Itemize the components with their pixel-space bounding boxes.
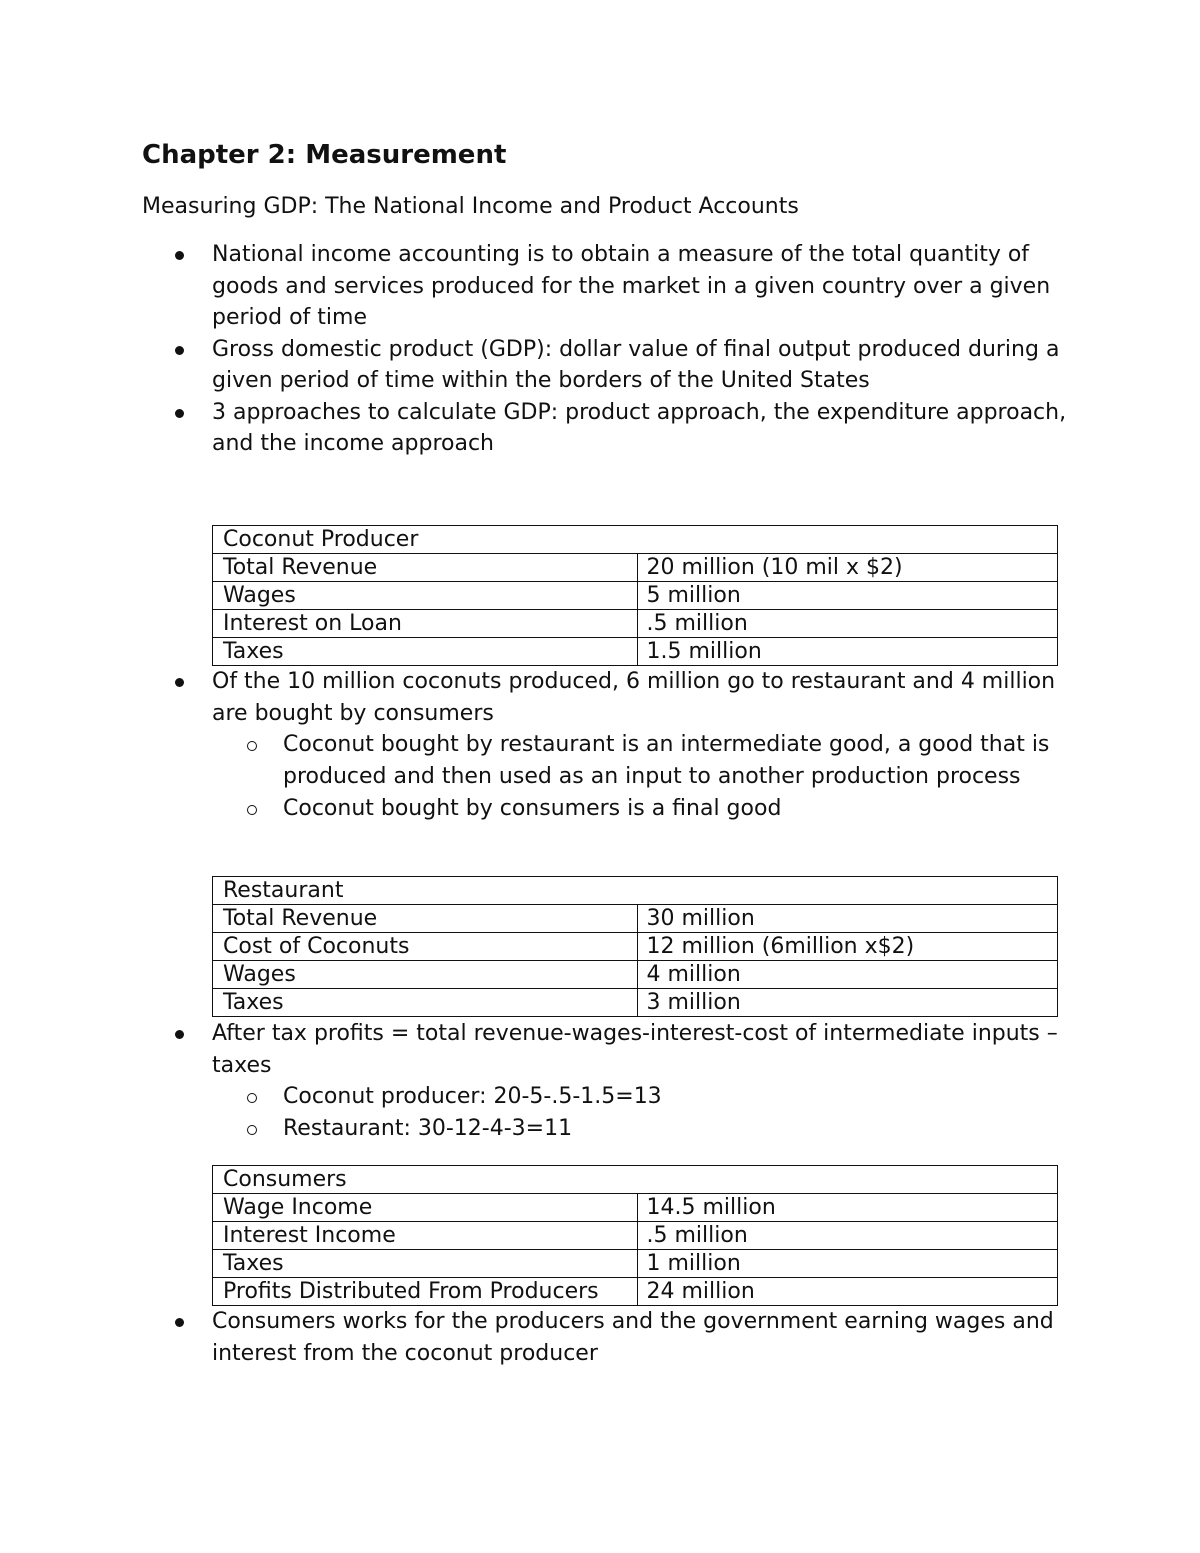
table-header-cell: Consumers [213, 1166, 1058, 1194]
table-header-cell: Restaurant [213, 877, 1058, 905]
table-cell-value: 4 million [637, 961, 1058, 989]
circle-bullet-icon [247, 1093, 257, 1103]
table-cell-value: 3 million [637, 989, 1058, 1017]
table-cell-label: Cost of Coconuts [213, 933, 638, 961]
list-item [0, 666, 1072, 729]
table-row [213, 905, 1058, 933]
table-cell-value: 30 million [637, 905, 1058, 933]
sub-list-item [0, 793, 1073, 825]
table-header-row [213, 877, 1058, 905]
table-cell-label: Taxes [213, 1250, 638, 1278]
section-heading: Measuring GDP: The National Income and Product Accounts [142, 194, 799, 219]
bullet-text: 3 approaches to calculate GDP: product approach, the expenditure approach, and the income approach [212, 399, 1067, 456]
circle-bullet-icon [247, 1125, 257, 1135]
table-cell-label: Interest Income [213, 1222, 638, 1250]
consumer-bullet-list [0, 1306, 1200, 1369]
list-item [0, 397, 1072, 460]
table-cell-label: Total Revenue [213, 905, 638, 933]
table-cell-label: Total Revenue [213, 554, 638, 582]
table-cell-value: 14.5 million [637, 1194, 1058, 1222]
table-cell-value: 5 million [637, 582, 1058, 610]
bullet-icon [175, 678, 184, 687]
table-row [213, 1222, 1058, 1250]
restaurant-table [212, 876, 1058, 1017]
table-row [213, 1194, 1058, 1222]
table-cell-value: .5 million [637, 1222, 1058, 1250]
bullet-icon [175, 1318, 184, 1327]
table-row [213, 554, 1058, 582]
table-header-cell: Coconut Producer [213, 526, 1058, 554]
table-cell-label: Wage Income [213, 1194, 638, 1222]
table-cell-value: 1.5 million [637, 638, 1058, 666]
list-item [0, 239, 1072, 334]
table-header-row [213, 1166, 1058, 1194]
table-cell-value: 24 million [637, 1278, 1058, 1306]
bullet-text: Of the 10 million coconuts produced, 6 million go to restaurant and 4 million are bought by consumers [212, 669, 1056, 726]
coconut-bullet-list [0, 666, 1200, 825]
bullet-icon [175, 251, 184, 260]
table-cell-value: .5 million [637, 610, 1058, 638]
table-header-row [213, 526, 1058, 554]
sub-bullet-text: Coconut producer: 20-5-.5-1.5=13 [283, 1084, 662, 1109]
list-item [0, 1018, 1072, 1081]
table-cell-label: Taxes [213, 989, 638, 1017]
coconut-producer-table [212, 525, 1058, 666]
sub-list-item [0, 1081, 1073, 1113]
table-row [213, 989, 1058, 1017]
page-title: Chapter 2: Measurement [142, 140, 507, 170]
bullet-text: Gross domestic product (GDP): dollar value of final output produced during a given period of time within the borders of the United States [212, 336, 1060, 393]
bullet-icon [175, 1030, 184, 1039]
table-row [213, 1278, 1058, 1306]
table-row [213, 638, 1058, 666]
bullet-text: Consumers works for the producers and the government earning wages and interest from the coconut producer [212, 1309, 1054, 1366]
table-cell-label: Wages [213, 582, 638, 610]
bullet-icon [175, 409, 184, 418]
sub-bullet-text: Coconut bought by restaurant is an intermediate good, a good that is produced and then used as an input to another production process [283, 732, 1050, 789]
list-item [0, 1306, 1072, 1369]
consumers-table [212, 1165, 1058, 1306]
sub-list-item [0, 1113, 1073, 1145]
table-cell-value: 1 million [637, 1250, 1058, 1278]
intro-bullet-list [0, 239, 1200, 460]
table-row [213, 1250, 1058, 1278]
sub-list-item [0, 729, 1073, 793]
bullet-icon [175, 346, 184, 355]
sub-bullet-text: Coconut bought by consumers is a final good [283, 796, 782, 821]
table-cell-value: 20 million (10 mil x $2) [637, 554, 1058, 582]
bullet-text: After tax profits = total revenue-wages-interest-cost of intermediate inputs – taxes [212, 1021, 1058, 1078]
table-cell-label: Profits Distributed From Producers [213, 1278, 638, 1306]
table-cell-label: Wages [213, 961, 638, 989]
profit-bullet-list [0, 1018, 1200, 1145]
table-cell-value: 12 million (6million x$2) [637, 933, 1058, 961]
table-cell-label: Taxes [213, 638, 638, 666]
bullet-text: National income accounting is to obtain a measure of the total quantity of goods and services produced for the market in a given country over a given period of time [212, 242, 1051, 330]
list-item [0, 334, 1072, 397]
circle-bullet-icon [247, 741, 257, 751]
table-row [213, 961, 1058, 989]
table-row [213, 610, 1058, 638]
table-row [213, 582, 1058, 610]
sub-bullet-text: Restaurant: 30-12-4-3=11 [283, 1116, 573, 1141]
table-cell-label: Interest on Loan [213, 610, 638, 638]
circle-bullet-icon [247, 805, 257, 815]
table-row [213, 933, 1058, 961]
